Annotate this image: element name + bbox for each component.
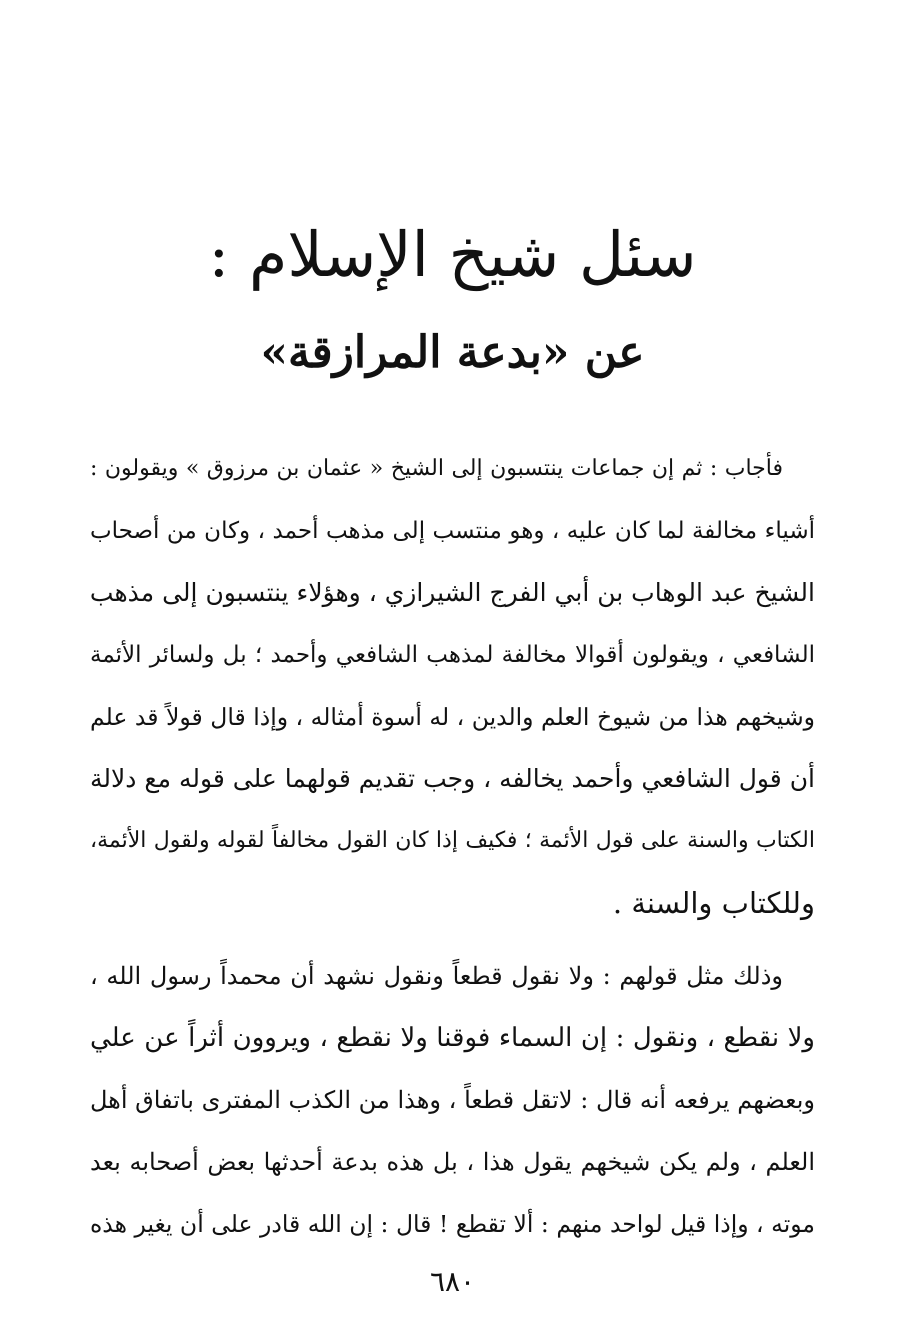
paragraph-line: الشيخ عبد الوهاب بن أبي الفرج الشيرازي ، وهؤلاء ينتسبون إلى مذهب — [89, 578, 815, 607]
paragraph-line: الكتاب والسنة على قول الأئمة ؛ فكيف إذا كان القول مخالفاً لقوله ولقول الأئمة، — [90, 828, 815, 853]
paragraph-line: ولا نقطع ، ونقول : إن السماء فوقنا ولا نقطع ، ويروون أثراً عن علي — [90, 1023, 815, 1053]
paragraph-line: وللكتاب والسنة . — [612, 886, 815, 920]
section-title: سئل شيخ الإسلام : — [208, 218, 697, 291]
paragraph-line: وبعضهم يرفعه أنه قال : لاتقل قطعاً ، وهذا من الكذب المفترى باتفاق أهل — [90, 1086, 815, 1114]
paragraph-line: الشافعي ، ويقولون أقوالا مخالفة لمذهب الشافعي وأحمد ؛ بل ولسائر الأئمة — [90, 642, 815, 668]
paragraph-line: أن قول الشافعي وأحمد يخالفه ، وجب تقديم قولهما على قوله مع دلالة — [89, 764, 815, 793]
paragraph-line: وشيخهم هذا من شيوخ العلم والدين ، له أسوة أمثاله ، وإذا قال قولاً قد علم — [90, 703, 815, 731]
paragraph-line: العلم ، ولم يكن شيخهم يقول هذا ، بل هذه بدعة أحدثها بعض أصحابه بعد — [90, 1148, 815, 1176]
paragraph-2 — [90, 945, 815, 1255]
paragraph-line: فأجاب : ثم إن جماعات ينتسبون إلى الشيخ « عثمان بن مرزوق » ويقولون : — [90, 456, 783, 481]
page-number: ٦٨٠ — [429, 1265, 476, 1298]
section-subtitle: عن «بدعة المرازقة» — [260, 327, 645, 378]
paragraph-1 — [90, 438, 815, 934]
paragraph-line: وذلك مثل قولهم : ولا نقول قطعاً ونقول نشهد أن محمداً رسول الله ، — [90, 962, 783, 990]
paragraph-line: موته ، وإذا قيل لواحد منهم : ألا تقطع ! قال : إن الله قادر على أن يغير هذه — [90, 1210, 815, 1238]
paragraph-line: أشياء مخالفة لما كان عليه ، وهو منتسب إلى مذهب أحمد ، وكان من أصحاب — [90, 518, 815, 544]
